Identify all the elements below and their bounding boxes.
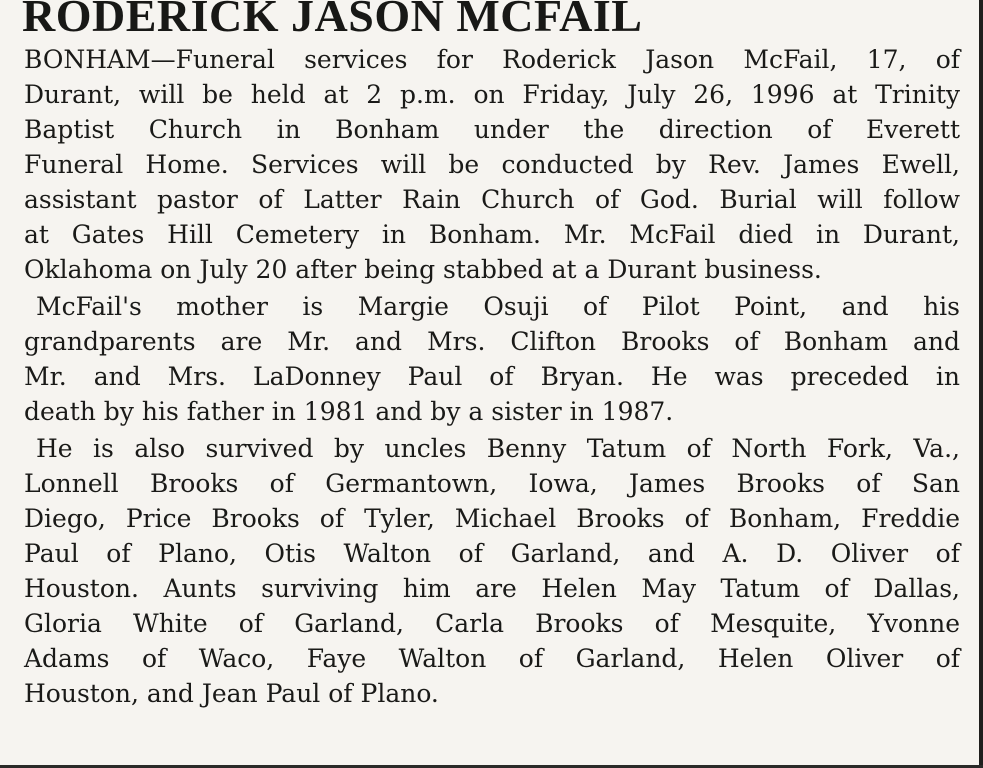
article-line: Paul of Plano, Otis Walton of Garland, and A. D. Oliver of xyxy=(24,539,960,568)
clipping-right-border xyxy=(979,0,983,768)
article-line: Mr. and Mrs. LaDonney Paul of Bryan. He was preceded in xyxy=(24,362,960,391)
obituary-headline: RODERICK JASON MCFAIL xyxy=(22,0,643,41)
article-line: McFail's mother is Margie Osuji of Pilot Point, and his xyxy=(36,292,960,321)
article-line: Houston. Aunts surviving him are Helen May Tatum of Dallas, xyxy=(24,574,960,603)
article-line: Funeral Home. Services will be conducted by Rev. James Ewell, xyxy=(24,150,960,179)
article-line: death by his father in 1981 and by a sister in 1987. xyxy=(24,397,674,426)
paragraph-survivors xyxy=(24,431,960,711)
article-line: Lonnell Brooks of Germantown, Iowa, James Brooks of San xyxy=(24,469,960,498)
article-line: BONHAM—Funeral services for Roderick Jason McFail, 17, of xyxy=(24,45,960,74)
article-line: Durant, will be held at 2 p.m. on Friday, July 26, 1996 at Trinity xyxy=(24,80,960,109)
article-line: He is also survived by uncles Benny Tatum of North Fork, Va., xyxy=(36,434,960,463)
article-line: Diego, Price Brooks of Tyler, Michael Brooks of Bonham, Freddie xyxy=(24,504,960,533)
article-line: assistant pastor of Latter Rain Church of God. Burial will follow xyxy=(24,185,960,214)
paragraph-family xyxy=(24,289,960,429)
article-line: Adams of Waco, Faye Walton of Garland, Helen Oliver of xyxy=(24,644,960,673)
obituary-article xyxy=(24,42,960,711)
article-line: Baptist Church in Bonham under the direction of Everett xyxy=(24,115,960,144)
paragraph-services xyxy=(24,42,960,287)
article-line: grandparents are Mr. and Mrs. Clifton Brooks of Bonham and xyxy=(24,327,960,356)
article-line: Oklahoma on July 20 after being stabbed at a Durant business. xyxy=(24,255,822,284)
article-line: Gloria White of Garland, Carla Brooks of Mesquite, Yvonne xyxy=(24,609,960,638)
article-line: at Gates Hill Cemetery in Bonham. Mr. McFail died in Durant, xyxy=(24,220,960,249)
article-line: Houston, and Jean Paul of Plano. xyxy=(24,679,439,708)
